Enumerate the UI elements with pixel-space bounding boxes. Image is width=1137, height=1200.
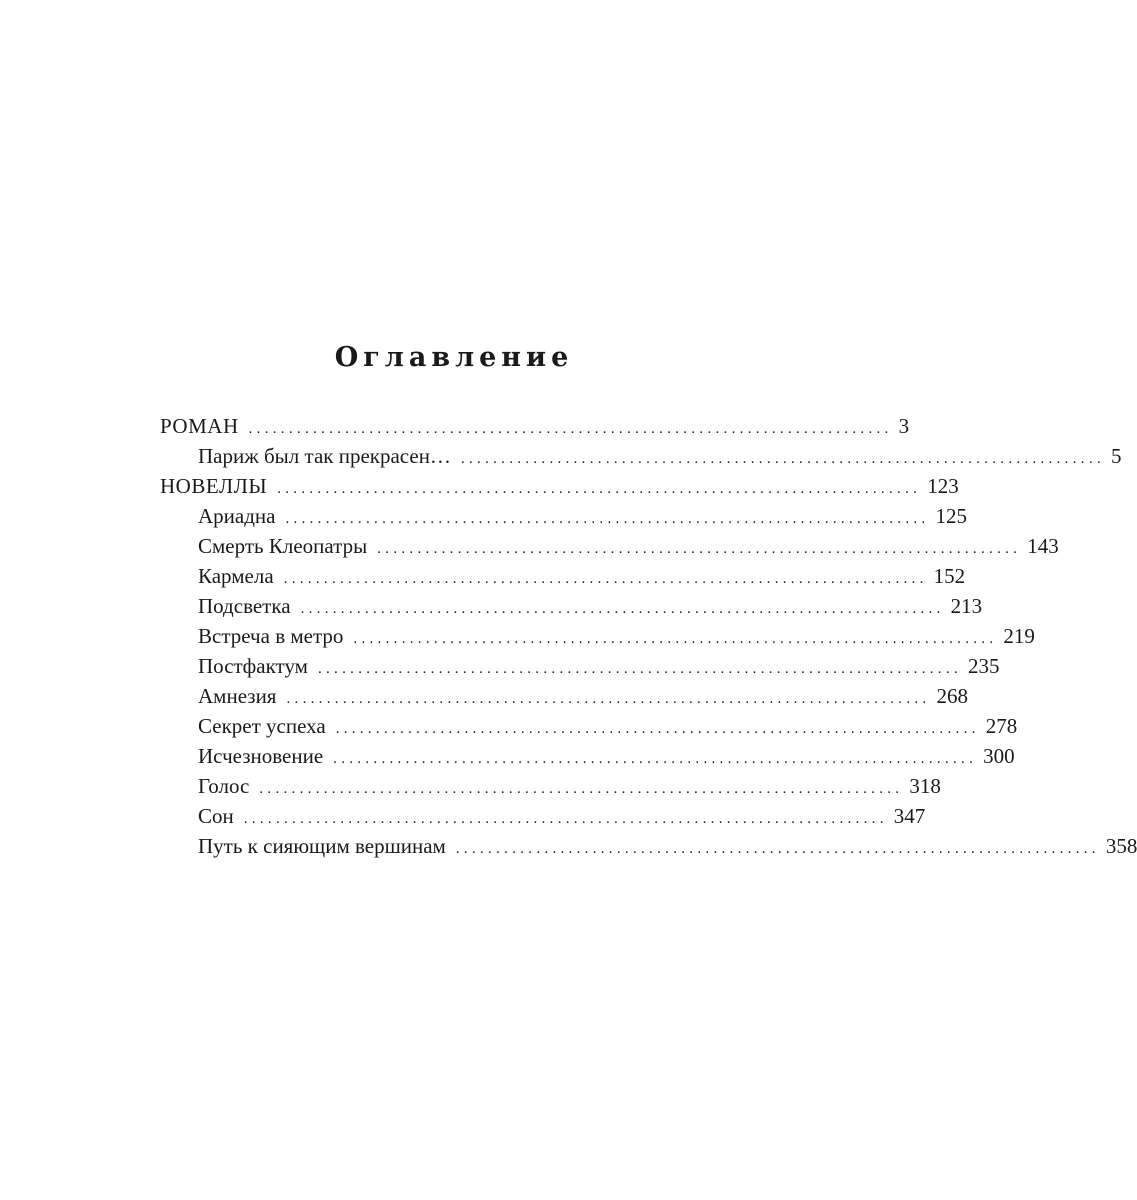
toc-entry: [160, 561, 966, 591]
toc-entry-page: 268: [936, 684, 968, 708]
dot-leader: ................................................................................: [259, 781, 904, 797]
toc-entry-label: Постфактум: [198, 654, 308, 678]
toc-entry: [160, 711, 1018, 741]
dot-leader: ................................................................................: [285, 511, 930, 527]
dot-leader: ................................................................................: [286, 691, 931, 707]
toc-entry: [160, 591, 983, 621]
toc-entry: [160, 441, 1122, 471]
dot-leader: ................................................................................: [317, 661, 962, 677]
toc-entry: [160, 831, 1137, 861]
toc-entry-page: 300: [983, 744, 1015, 768]
toc-entry-page: 235: [967, 654, 1000, 678]
toc-entry-label: Сон: [198, 804, 234, 828]
toc-entry-page: 318: [909, 774, 941, 798]
dot-leader: ................................................................................: [283, 571, 928, 587]
toc-entry-label: Путь к сияющим вершинам: [198, 834, 446, 858]
dot-leader: ................................................................................: [333, 751, 978, 767]
toc-entry-page: 278: [985, 714, 1018, 738]
toc-entry-label: НОВЕЛЛЫ: [160, 474, 268, 498]
dot-leader: ................................................................................: [455, 841, 1100, 857]
toc-entry-page: 143: [1027, 534, 1059, 558]
toc-entry: [160, 621, 1035, 651]
toc-entry: [160, 411, 910, 441]
toc-entry-page: 347: [893, 804, 926, 828]
dot-leader: ................................................................................: [277, 481, 922, 497]
dot-leader: ................................................................................: [300, 601, 945, 617]
toc-title: Оглавление: [334, 342, 574, 373]
toc-entry-page: 219: [1003, 624, 1035, 648]
toc-entry-label: Встреча в метро: [198, 624, 344, 648]
toc-entry-label: Амнезия: [198, 684, 277, 708]
dot-leader: ................................................................................: [460, 451, 1105, 467]
toc-entry-label: Смерть Клеопатры: [198, 534, 368, 558]
toc-entry-page: 123: [927, 474, 959, 498]
toc-entry-label: Ариадна: [198, 504, 276, 528]
dot-leader: ................................................................................: [243, 811, 888, 827]
toc-entry-label: Исчезновение: [198, 744, 324, 768]
toc-entry-page: 358: [1105, 834, 1137, 858]
toc-entry: [160, 651, 1000, 681]
toc-entry-label: Кармела: [198, 564, 274, 588]
toc-entry-label: Голос: [198, 774, 250, 798]
toc-entry-page: 3: [898, 414, 910, 438]
toc-entry-label: РОМАН: [160, 414, 239, 438]
toc-entry: [160, 771, 941, 801]
toc-entry-page: 213: [950, 594, 983, 618]
toc-entry-label: Подсветка: [198, 594, 291, 618]
toc-entry-page: 125: [935, 504, 967, 528]
toc-entry-label: Секрет успеха: [198, 714, 326, 738]
toc-entry: [160, 801, 926, 831]
toc-entry: [160, 501, 967, 531]
toc-entry: [160, 681, 968, 711]
toc-entry-page: 5: [1110, 444, 1122, 468]
dot-leader: ................................................................................: [353, 631, 998, 647]
toc-entry-label: Париж был так прекрасен…: [198, 444, 451, 468]
dot-leader: ................................................................................: [377, 541, 1022, 557]
toc-entry: [160, 741, 1015, 771]
toc-entry-page: 152: [933, 564, 966, 588]
toc-entry: [160, 531, 1059, 561]
dot-leader: ................................................................................: [335, 721, 980, 737]
dot-leader: ................................................................................: [248, 421, 893, 437]
table-of-contents: [160, 411, 1137, 861]
toc-entry: [160, 471, 959, 501]
